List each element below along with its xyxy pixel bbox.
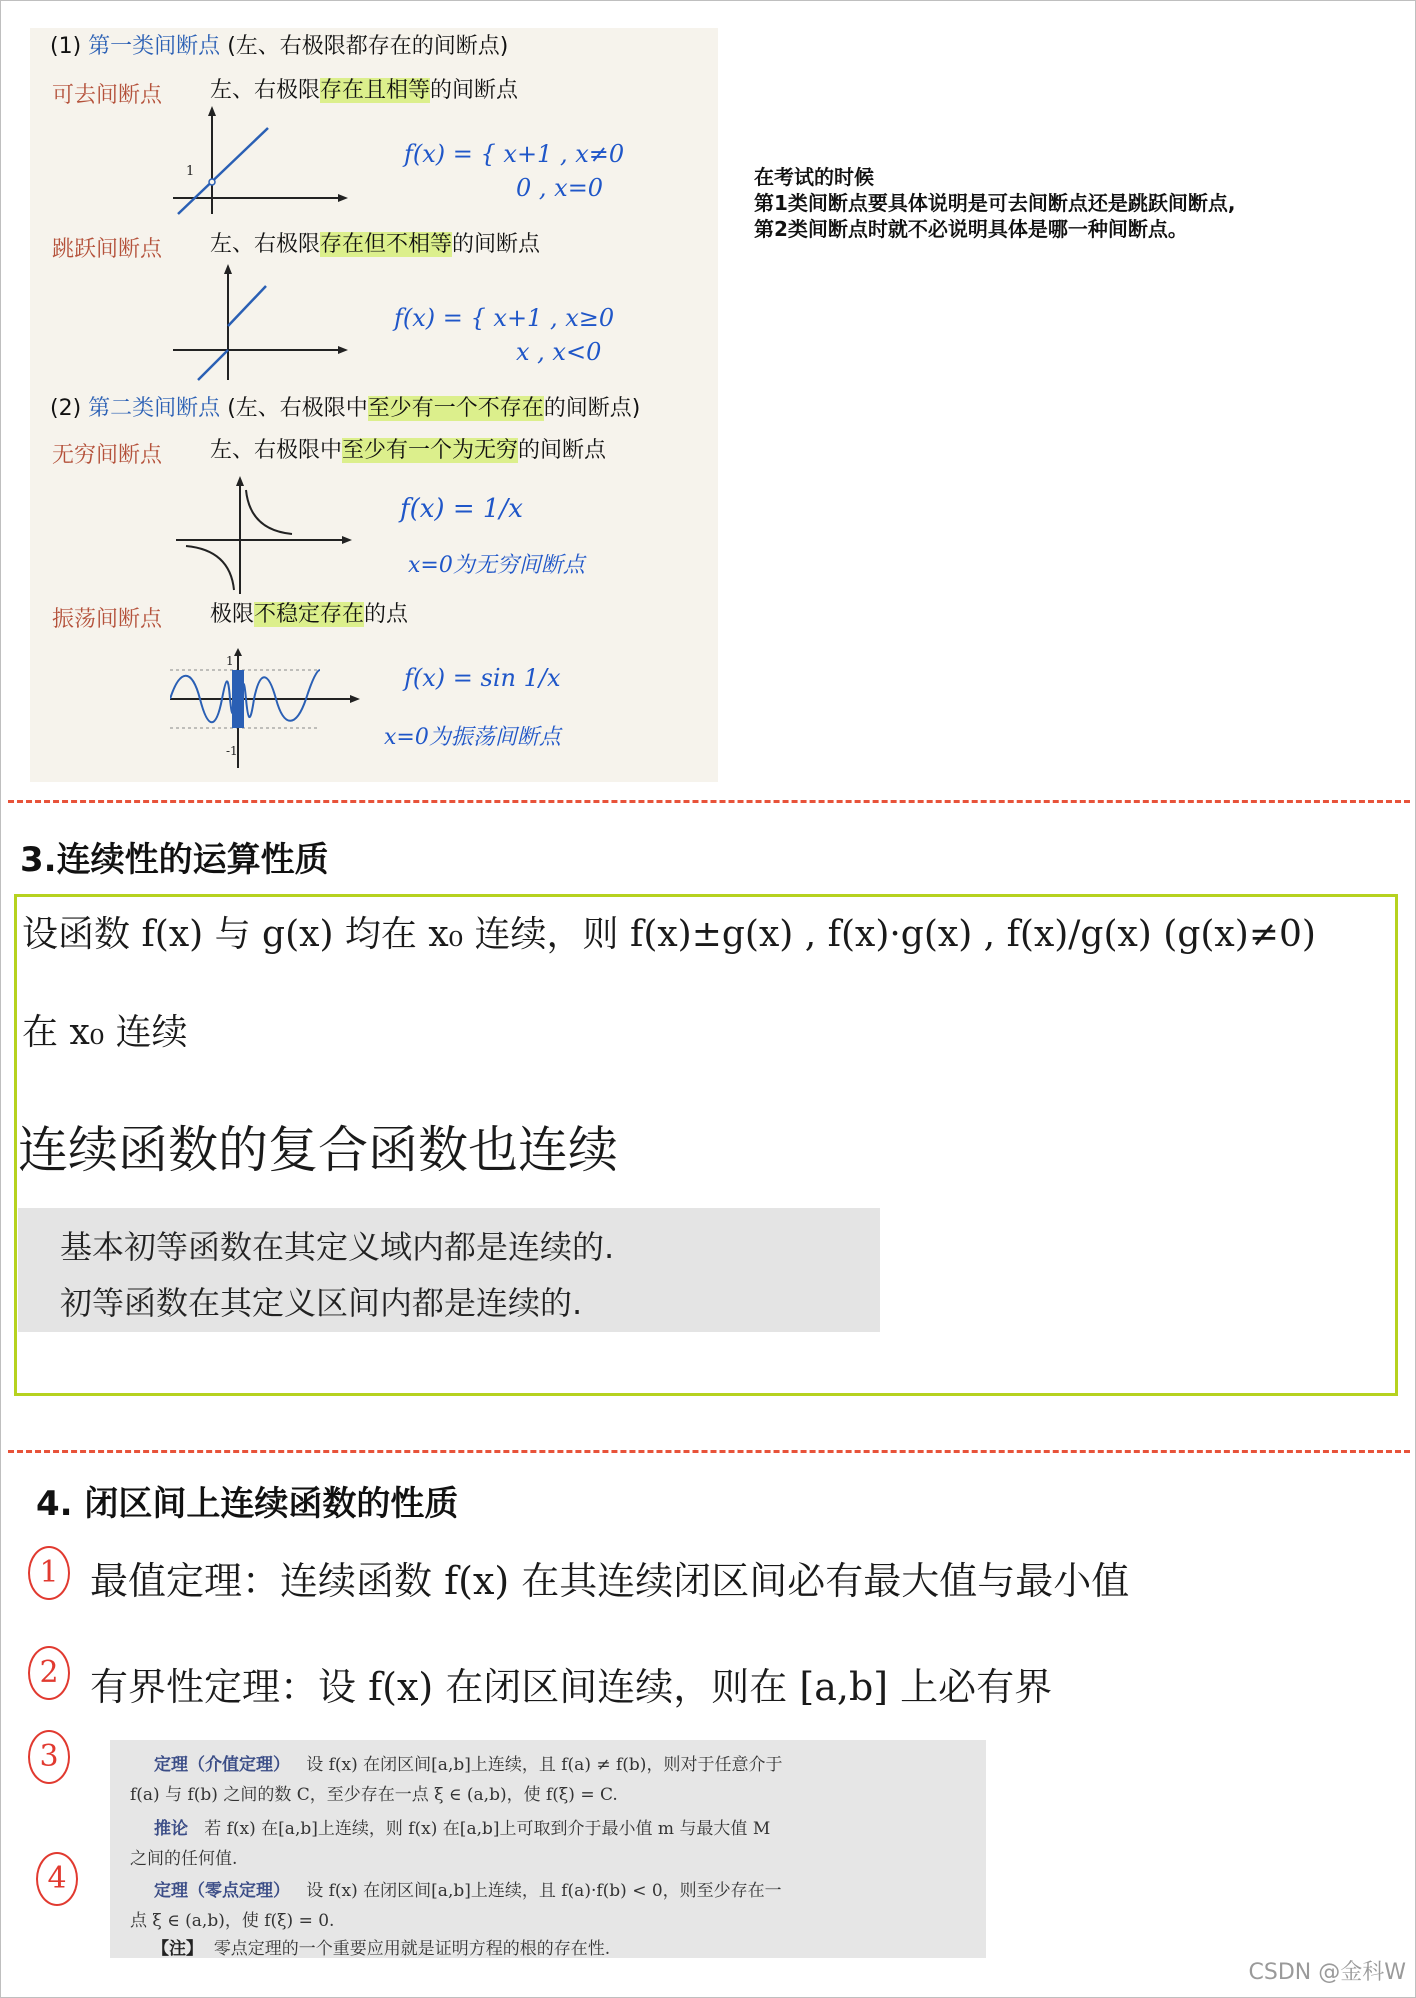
section4-item-2: 有界性定理：设 f(x) 在闭区间连续，则在 [a,b] 上必有界 — [90, 1665, 1053, 1709]
section4-item-1: 最值定理：连续函数 f(x) 在其连续闭区间必有最大值与最小值 — [90, 1559, 1130, 1603]
section3-title: 3.连续性的运算性质 — [20, 840, 329, 880]
removable-formula-bottom: 0 , x=0 — [516, 174, 604, 202]
jump-label: 跳跃间断点 — [52, 237, 163, 262]
jump-desc: 左、右极限存在但不相等的间断点 — [210, 232, 541, 257]
scan-line-1: 定理（介值定理） 设 f(x) 在闭区间[a,b]上连续，且 f(a) ≠ f(b)，则对于任意介于 — [154, 1755, 783, 1775]
removable-tick: 1 — [186, 164, 195, 179]
section3-handwriting-2: 在 x₀ 连续 — [22, 1012, 188, 1053]
exam-side-note — [754, 164, 1384, 242]
infinite-label: 无穷间断点 — [52, 443, 163, 468]
side-note-line3: 第2类间断点时就不必说明具体是哪一种间断点。 — [754, 217, 1188, 241]
scan-line-4: 之间的任何值. — [130, 1849, 238, 1869]
oscillating-formula: f(x) = sin 1/x — [404, 664, 561, 692]
section3-handwriting-3: 连续函数的复合函数也连续 — [18, 1121, 618, 1179]
removable-label: 可去间断点 — [52, 83, 163, 108]
scan-line-6: 点 ξ ∈ (a,b)，使 f(ξ) = 0. — [130, 1911, 335, 1931]
section-divider-1 — [8, 800, 1410, 803]
jump-formula-bottom: x , x<0 — [516, 338, 602, 366]
side-note-line1: 在考试的时候 — [754, 165, 874, 189]
oscillating-tick-bottom: -1 — [226, 744, 238, 758]
side-note-line2: 第1类间断点要具体说明是可去间断点还是跳跃间断点, — [754, 191, 1236, 215]
removable-desc: 左、右极限存在且相等的间断点 — [210, 78, 519, 103]
jump-formula-top: f(x) = { x+1 , x≥0 — [394, 304, 615, 332]
infinite-caption: x=0为无穷间断点 — [408, 553, 585, 578]
jump-graph — [168, 264, 348, 384]
scan-line-2: f(a) 与 f(b) 之间的数 C，至少存在一点 ξ ∈ (a,b)，使 f(ξ) = C. — [130, 1785, 618, 1805]
printed-line-2: 初等函数在其定义区间内都是连续的. — [60, 1284, 583, 1322]
section-divider-2 — [8, 1450, 1410, 1453]
scan-line-3: 推论 若 f(x) 在[a,b]上连续，则 f(x) 在[a,b]上可取到介于最小值 m 与最大值 M — [154, 1819, 771, 1839]
infinite-desc: 左、右极限中至少有一个为无穷的间断点 — [210, 438, 607, 463]
oscillating-desc: 极限不稳定存在的点 — [210, 602, 409, 627]
circled-number-1: 1 — [28, 1546, 70, 1600]
oscillating-tick-top: 1 — [226, 654, 234, 668]
infinite-formula: f(x) = 1/x — [400, 494, 523, 524]
printed-line-1: 基本初等函数在其定义域内都是连续的. — [60, 1228, 615, 1266]
scan-line-7: 【注】 零点定理的一个重要应用就是证明方程的根的存在性. — [152, 1939, 611, 1959]
circled-number-3: 3 — [28, 1730, 70, 1784]
section4-title: 4. 闭区间上连续函数的性质 — [36, 1484, 459, 1524]
removable-graph — [168, 106, 348, 216]
oscillating-label: 振荡间断点 — [52, 607, 163, 632]
first-kind-heading: (1) 第一类间断点 (左、右极限都存在的间断点) — [50, 34, 509, 59]
section3-handwriting-1: 设函数 f(x) 与 g(x) 均在 x₀ 连续，则 f(x)±g(x) , f(x)·g(x) , f(x)/g(x) (g(x)≠0) — [22, 914, 1316, 955]
removable-formula-top: f(x) = { x+1 , x≠0 — [404, 140, 625, 168]
oscillating-caption: x=0为振荡间断点 — [384, 725, 561, 750]
theorem-scan — [110, 1740, 986, 1958]
section3-printed-excerpt — [18, 1208, 880, 1332]
scan-line-5: 定理（零点定理） 设 f(x) 在闭区间[a,b]上连续，且 f(a)·f(b) < 0，则至少存在一 — [154, 1881, 782, 1901]
circled-number-2: 2 — [28, 1646, 70, 1700]
oscillating-graph — [170, 648, 370, 778]
discontinuity-note-card — [30, 28, 718, 782]
infinite-graph — [176, 476, 356, 596]
second-kind-heading: (2) 第二类间断点 (左、右极限中至少有一个不存在的间断点) — [50, 396, 641, 421]
csdn-watermark: CSDN @金科W — [1248, 1960, 1406, 1985]
circled-number-4: 4 — [36, 1852, 78, 1906]
